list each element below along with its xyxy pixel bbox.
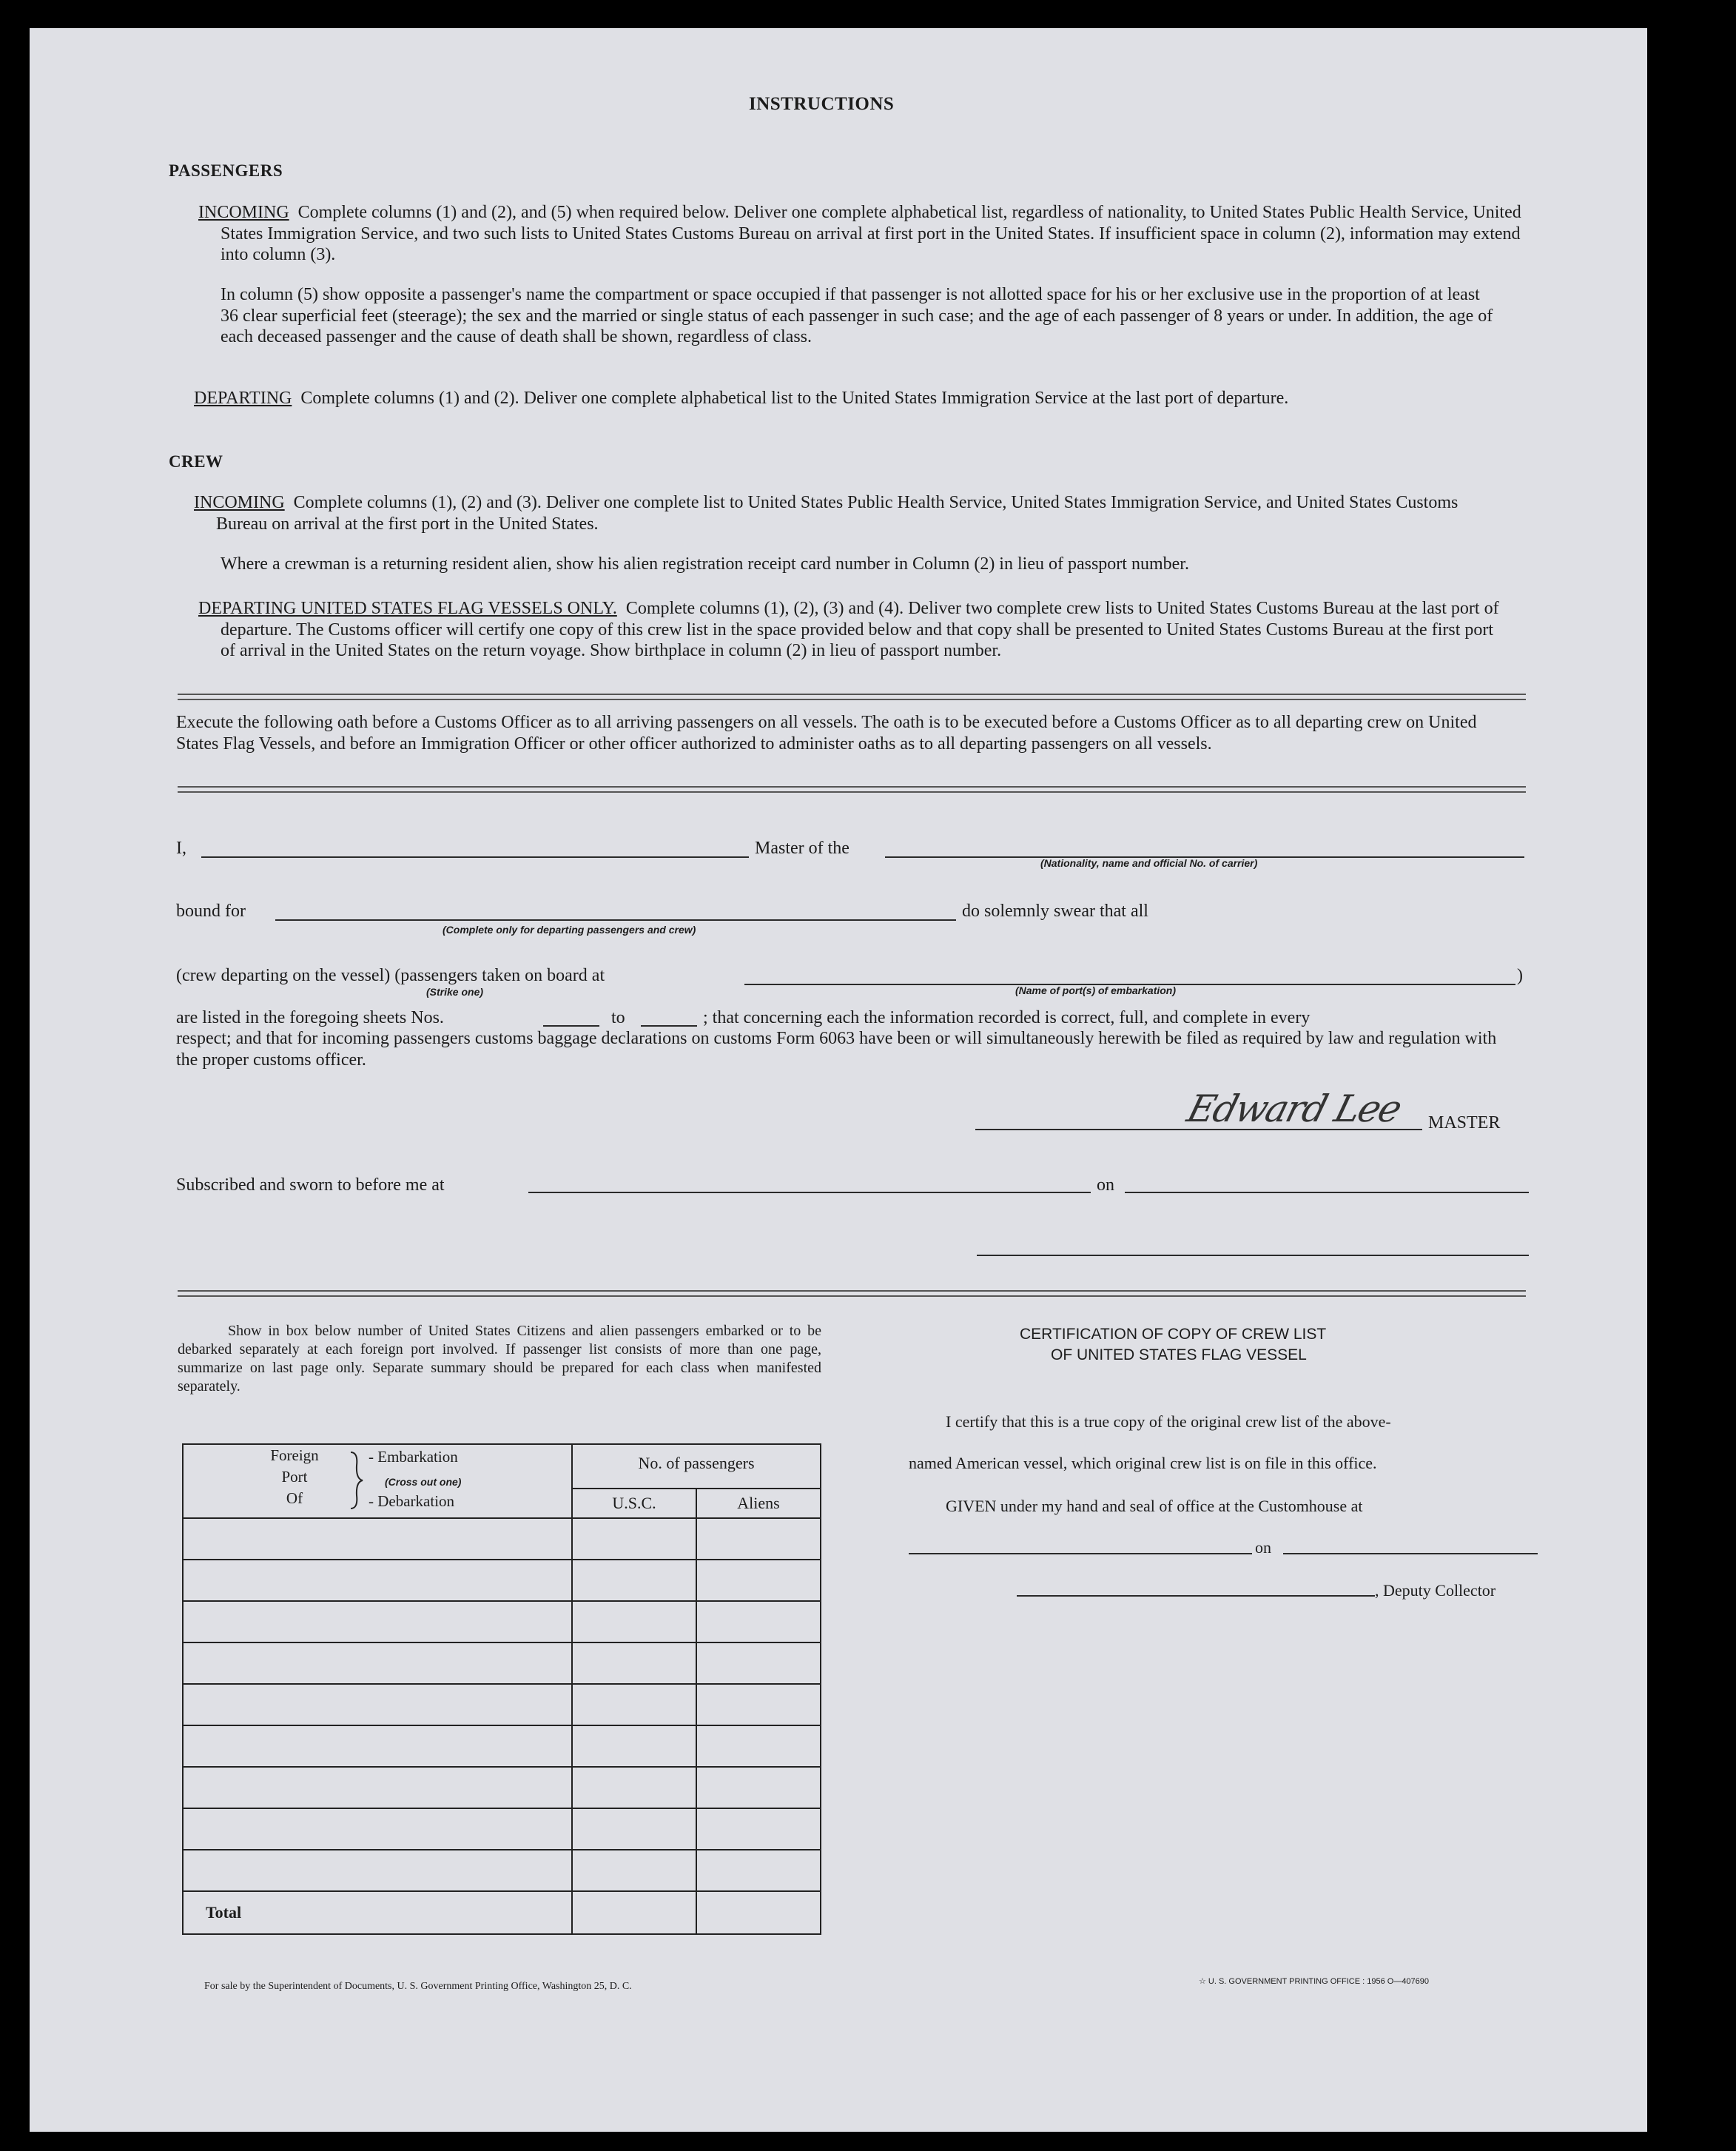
crew-incoming-text: Complete columns (1), (2) and (3). Deliver one complete list to United States Public Health Service, United States Immigration Service, and United States Customs Bureau on arrival at the first port in the United States. — [216, 493, 1459, 534]
close-paren: ) — [1517, 966, 1523, 985]
master-of-label: Master of the — [755, 839, 850, 858]
bound-for-caption: (Complete only for departing passengers and crew) — [443, 924, 696, 936]
aliens-cell[interactable] — [696, 1850, 821, 1891]
port-cell[interactable] — [183, 1808, 572, 1850]
passengers-incoming-text: Complete columns (1) and (2), and (5) when required below. Deliver one complete alphabetical list, regardless of nationality, to United States Public Health Service, United States Immigration Service, and two such lists to United States Customs Bureau on arrival at first port in the United States. If insufficient space in column (2), information may extend into column (3). — [221, 203, 1521, 264]
port-caption: (Name of port(s) of embarkation) — [1015, 984, 1177, 996]
usc-cell[interactable] — [572, 1518, 696, 1560]
passengers-count-header — [572, 1444, 821, 1518]
port-cell[interactable] — [183, 1642, 572, 1684]
foreign-label: Foreign — [270, 1446, 319, 1464]
swear-text: do solemnly swear that all — [962, 902, 1148, 921]
summary-instructions: Show in box below number of United States Citizens and alien passengers embarked or to be debarked separately at each foreign port involved. If passenger list consists of more than one page, summarize on last page only. Separate summary should be prepared for each class when manifested separately. — [178, 1323, 821, 1395]
port-cell[interactable] — [183, 1560, 572, 1601]
usc-header: U.S.C. — [573, 1489, 697, 1517]
usc-cell[interactable] — [572, 1808, 696, 1850]
foreign-port-header — [183, 1444, 572, 1518]
sworn-on-label: on — [1097, 1175, 1114, 1195]
passenger-summary-table — [182, 1443, 821, 1935]
passengers-departing-instructions — [194, 388, 1523, 409]
port-label: Port — [281, 1468, 308, 1486]
table-row — [183, 1518, 821, 1560]
aliens-cell[interactable] — [696, 1518, 821, 1560]
debarkation-label[interactable]: - Debarkation — [369, 1492, 455, 1510]
master-name-field[interactable] — [201, 856, 749, 858]
right-brace-icon — [348, 1451, 366, 1510]
aliens-cell[interactable] — [696, 1684, 821, 1725]
crew-incoming-label: INCOMING — [194, 493, 285, 512]
table-row — [183, 1601, 821, 1642]
usc-cell[interactable] — [572, 1560, 696, 1601]
aliens-cell[interactable] — [696, 1767, 821, 1808]
table-row — [183, 1767, 821, 1808]
embarkation-label[interactable]: - Embarkation — [369, 1448, 458, 1466]
usc-cell[interactable] — [572, 1767, 696, 1808]
total-label: Total — [183, 1891, 572, 1934]
crew-heading: CREW — [169, 452, 223, 471]
table-row — [183, 1850, 821, 1891]
passengers-departing-label: DEPARTING — [194, 389, 292, 408]
usc-cell[interactable] — [572, 1725, 696, 1767]
passengers-column5-instructions: In column (5) show opposite a passenger's name the compartment or space occupied if that passenger is not allotted space for his or her exclusive use in the proportion of at least 36 clear superficial feet (steerage); the sex and the married or single status of each passenger in such case; and the age of each passenger of 8 years or under. In addition, the age of each deceased passenger and the cause of death shall be shown, regardless of class. — [221, 285, 1493, 346]
sworn-place-field[interactable] — [528, 1192, 1091, 1193]
oath-instructions: Execute the following oath before a Customs Officer as to all arriving passengers on all vessels. The oath is to be executed before a Customs Officer as to all departing crew on United States Flag Vessels, and before an Immigration Officer or other officer authorized to administer oaths as to all departing passengers on all vessels. — [176, 713, 1477, 754]
certification-title-1: CERTIFICATION OF COPY OF CREW LIST — [1020, 1326, 1327, 1343]
aliens-cell[interactable] — [696, 1601, 821, 1642]
cross-out-caption: (Cross out one) — [385, 1476, 462, 1488]
no-of-passengers-label: No. of passengers — [573, 1445, 820, 1489]
foreign-port-of-label — [265, 1445, 324, 1509]
subscribed-text: Subscribed and sworn to before me at — [176, 1175, 445, 1195]
usc-total-cell[interactable] — [572, 1891, 696, 1934]
port-cell[interactable] — [183, 1767, 572, 1808]
aliens-cell[interactable] — [696, 1642, 821, 1684]
sheet-to-field[interactable] — [641, 1025, 697, 1027]
table-row — [183, 1642, 821, 1684]
usc-cell[interactable] — [572, 1642, 696, 1684]
crew-passengers-text: (crew departing on the vessel) (passengers taken on board at — [176, 966, 605, 985]
listed-text-rest: respect; and that for incoming passengers customs baggage declarations on customs Form 6063 have been or will simultaneously herewith be filed as required by law and regulation with the proper customs officer. — [176, 1029, 1497, 1070]
crew-resident-instructions: Where a crewman is a returning resident alien, show his alien registration receipt card number in Column (2) in lieu of passport number. — [221, 554, 1189, 574]
sworn-date-field[interactable] — [1125, 1192, 1529, 1193]
bound-for-field[interactable] — [275, 919, 956, 921]
aliens-cell[interactable] — [696, 1725, 821, 1767]
aliens-cell[interactable] — [696, 1808, 821, 1850]
certification-title-2: OF UNITED STATES FLAG VESSEL — [1051, 1346, 1307, 1363]
listed-text-a: are listed in the foregoing sheets Nos. — [176, 1008, 444, 1027]
carrier-caption: (Nationality, name and official No. of carrier) — [1040, 857, 1258, 869]
table-row — [183, 1560, 821, 1601]
master-label: MASTER — [1428, 1113, 1501, 1132]
crew-departing-instructions — [198, 598, 1511, 662]
deputy-signature-field[interactable] — [1017, 1595, 1375, 1597]
port-cell[interactable] — [183, 1601, 572, 1642]
passengers-incoming-label: INCOMING — [198, 203, 289, 222]
officer-signature-field[interactable] — [977, 1255, 1529, 1256]
crew-departing-label: DEPARTING UNITED STATES FLAG VESSELS ONLY. — [198, 599, 617, 618]
page-title: INSTRUCTIONS — [749, 94, 895, 114]
listed-text-b: ; that concerning each the information recorded is correct, full, and complete in every — [703, 1008, 1311, 1027]
bound-for-label: bound for — [176, 902, 246, 921]
table-row — [183, 1808, 821, 1850]
usc-cell[interactable] — [572, 1684, 696, 1725]
divider — [178, 694, 1526, 700]
crew-departing-text: Complete columns (1), (2), (3) and (4). Deliver two complete crew lists to United States Customs Bureau at the last port of departure. The Customs officer will certify one copy of this crew list in the space provided below and that copy shall be presented to United States Customs Bureau at the first port of arrival in the United States on the return voyage. Show birthplace in column (2) in lieu of passport number. — [221, 599, 1499, 660]
aliens-total-cell[interactable] — [696, 1891, 821, 1934]
divider — [178, 786, 1526, 793]
usc-cell[interactable] — [572, 1601, 696, 1642]
certification-date-field[interactable] — [1283, 1553, 1538, 1554]
certification-line-3: GIVEN under my hand and seal of office at the Customhouse at — [946, 1497, 1363, 1515]
passengers-heading: PASSENGERS — [169, 161, 283, 180]
total-row — [183, 1891, 821, 1934]
passengers-incoming-instructions — [198, 202, 1523, 266]
divider — [178, 1290, 1526, 1297]
table-row — [183, 1725, 821, 1767]
aliens-header: Aliens — [737, 1494, 780, 1512]
certification-on-label: on — [1255, 1538, 1271, 1557]
port-cell[interactable] — [183, 1725, 572, 1767]
oath-i-label: I, — [176, 839, 186, 858]
port-cell[interactable] — [183, 1684, 572, 1725]
port-cell[interactable] — [183, 1518, 572, 1560]
strike-caption: (Strike one) — [426, 986, 484, 998]
sheet-from-field[interactable] — [543, 1025, 599, 1027]
footer-right: ☆ U. S. GOVERNMENT PRINTING OFFICE : 1956 O—407690 — [1199, 1977, 1430, 1986]
passengers-departing-text: Complete columns (1) and (2). Deliver one complete alphabetical list to the United States Immigration Service at the last port of departure. — [300, 389, 1289, 408]
certification-line-1: I certify that this is a true copy of the original crew list of the above- — [946, 1412, 1391, 1431]
crew-incoming-instructions — [194, 492, 1513, 534]
table-row — [183, 1684, 821, 1725]
footer-left: For sale by the Superintendent of Documents, U. S. Government Printing Office, Washington 25, D. C. — [204, 1981, 632, 1992]
certification-line-2: named American vessel, which original crew list is on file in this office. — [909, 1454, 1377, 1472]
port-cell[interactable] — [183, 1850, 572, 1891]
customhouse-field[interactable] — [909, 1553, 1252, 1554]
of-label: Of — [286, 1489, 303, 1507]
deputy-collector-label: , Deputy Collector — [1375, 1581, 1496, 1600]
usc-cell[interactable] — [572, 1850, 696, 1891]
aliens-cell[interactable] — [696, 1560, 821, 1601]
master-signature: Edward Lee — [1182, 1087, 1406, 1130]
listed-to: to — [611, 1008, 625, 1027]
